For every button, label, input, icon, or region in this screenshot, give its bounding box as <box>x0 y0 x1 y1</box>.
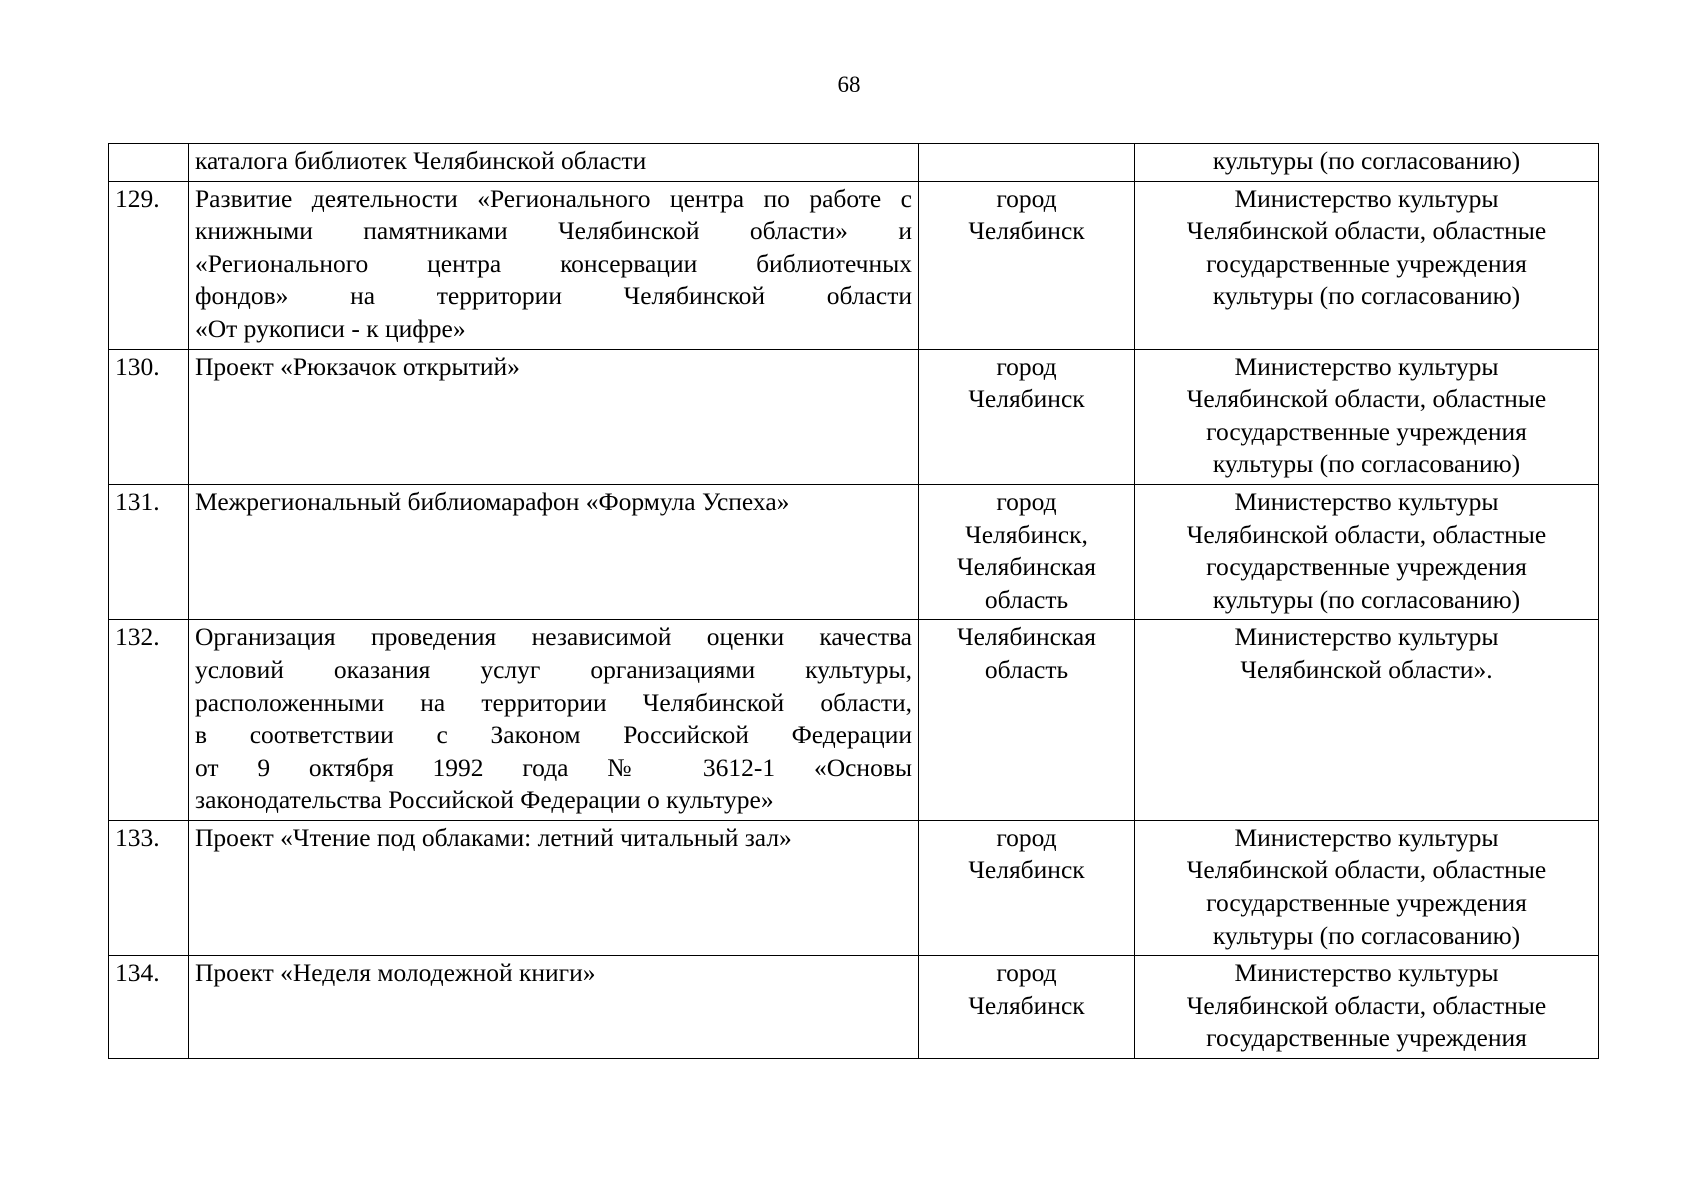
text-line: Проект «Рюкзачок открытий» <box>195 351 520 381</box>
event-name <box>189 956 919 1059</box>
text-line: город <box>996 822 1057 852</box>
text-line: Челябинск <box>968 855 1085 885</box>
text-line: Челябинск, <box>965 519 1088 549</box>
text-line: город <box>996 958 1057 988</box>
row-number: 130. <box>109 349 189 484</box>
text-line: город <box>996 351 1057 381</box>
text-line: расположенными на территории Челябинской области, <box>195 687 912 717</box>
event-name <box>189 820 919 955</box>
text-line: Челябинской области, областные <box>1186 384 1547 414</box>
text-line: Развитие деятельности «Регионального центра по работе с <box>195 183 912 213</box>
text-line: каталога библиотек Челябинской области <box>195 146 647 175</box>
text-line: город <box>996 183 1057 213</box>
row-number: 133. <box>109 820 189 955</box>
table-row <box>109 620 1599 821</box>
table-row <box>109 484 1599 619</box>
text-line: культуры (по согласованию) <box>1212 146 1521 175</box>
text-line: Организация проведения независимой оценки качества <box>195 622 912 652</box>
event-responsible <box>1135 349 1599 484</box>
row-number: 131. <box>109 484 189 619</box>
event-responsible <box>1135 956 1599 1059</box>
text-line: Министерство культуры <box>1234 486 1499 516</box>
text-line: государственные учреждения <box>1206 552 1527 582</box>
text-line: Министерство культуры <box>1234 958 1499 988</box>
text-line: Министерство культуры <box>1234 822 1499 852</box>
event-name <box>189 144 919 182</box>
events-table <box>108 143 1599 1059</box>
text-line: культуры (по согласованию) <box>1212 281 1521 311</box>
text-line: культуры (по согласованию) <box>1212 584 1521 614</box>
event-responsible <box>1135 181 1599 349</box>
text-line: государственные учреждения <box>1206 416 1527 446</box>
event-place <box>919 144 1135 182</box>
text-line: Проект «Неделя молодежной книги» <box>195 958 596 988</box>
row-number: 134. <box>109 956 189 1059</box>
table-row <box>109 820 1599 955</box>
text-line: культуры (по согласованию) <box>1212 920 1521 950</box>
event-place <box>919 181 1135 349</box>
event-name <box>189 349 919 484</box>
text-line: «От рукописи - к цифре» <box>195 313 466 343</box>
table-row <box>109 349 1599 484</box>
text-line: Челябинск <box>968 216 1085 246</box>
text-line: условий оказания услуг организациями культуры, <box>195 654 912 684</box>
text-line: Челябинской области, областные <box>1186 990 1547 1020</box>
event-place <box>919 956 1135 1059</box>
event-place <box>919 484 1135 619</box>
event-place <box>919 349 1135 484</box>
text-line: Челябинская <box>957 622 1096 652</box>
event-responsible <box>1135 620 1599 821</box>
row-number: 129. <box>109 181 189 349</box>
row-number: 132. <box>109 620 189 821</box>
text-line: Министерство культуры <box>1234 622 1499 652</box>
text-line: Челябинской области, областные <box>1186 855 1547 885</box>
text-line: город <box>996 486 1057 516</box>
event-name <box>189 620 919 821</box>
text-line: государственные учреждения <box>1206 248 1527 278</box>
event-place <box>919 820 1135 955</box>
text-line: Министерство культуры <box>1234 183 1499 213</box>
event-responsible <box>1135 484 1599 619</box>
table-row <box>109 181 1599 349</box>
text-line: от 9 октября 1992 года № 3612-1 «Основы <box>195 752 912 782</box>
event-name <box>189 181 919 349</box>
text-line: Межрегиональный библиомарафон «Формула Успеха» <box>195 486 790 516</box>
event-place <box>919 620 1135 821</box>
event-responsible <box>1135 820 1599 955</box>
text-line: Челябинской области, областные <box>1186 519 1547 549</box>
text-line: Челябинск <box>968 384 1085 414</box>
event-responsible <box>1135 144 1599 182</box>
text-line: Челябинская <box>957 552 1096 582</box>
text-line: законодательства Российской Федерации о культуре» <box>195 785 774 815</box>
text-line: Челябинск <box>968 990 1085 1020</box>
text-line: Министерство культуры <box>1234 351 1499 381</box>
text-line: область <box>984 584 1069 614</box>
text-line: область <box>984 654 1069 684</box>
text-line: «Регионального центра консервации библиотечных <box>195 248 912 278</box>
page-number: 68 <box>837 72 861 97</box>
text-line: государственные учреждения <box>1206 1023 1527 1053</box>
text-line: государственные учреждения <box>1206 888 1527 918</box>
text-line: Челябинской области, областные <box>1186 216 1547 246</box>
text-line: Челябинской области». <box>1240 654 1493 684</box>
event-name <box>189 484 919 619</box>
text-line: культуры (по согласованию) <box>1212 449 1521 479</box>
row-number <box>109 144 189 182</box>
text-line: в соответствии с Законом Российской Федерации <box>195 720 912 750</box>
text-line: Проект «Чтение под облаками: летний читальный зал» <box>195 822 792 852</box>
text-line: фондов» на территории Челябинской области <box>195 281 912 311</box>
table-row <box>109 956 1599 1059</box>
table-row <box>109 144 1599 182</box>
text-line: книжными памятниками Челябинской области» и <box>195 216 912 246</box>
